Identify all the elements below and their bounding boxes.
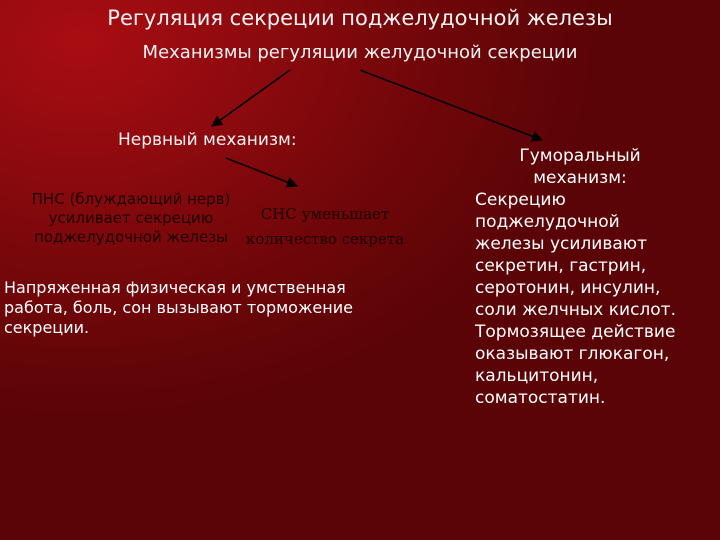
arrow-to-sns — [226, 158, 297, 186]
humoral-line: оказывают глюкагон, — [475, 344, 670, 364]
humoral-line: соли желчных кислот. — [475, 300, 676, 320]
nervous-mechanism-heading: Нервный механизм: — [118, 130, 297, 150]
humoral-line: поджелудочной — [475, 212, 620, 232]
sns-block — [245, 202, 405, 252]
humoral-mechanism-block — [475, 145, 715, 409]
humoral-line: кальцитонин, — [475, 366, 599, 386]
inhibition-paragraph — [4, 278, 404, 338]
humoral-line: Тормозящее действие — [475, 322, 676, 342]
paragraph-line: работа, боль, сон вызывают торможение — [4, 298, 353, 317]
pns-line: ПНС (блуждающий нерв) — [31, 190, 231, 208]
humoral-line: секретин, гастрин, — [475, 256, 647, 276]
humoral-line: соматостатин. — [475, 388, 606, 408]
pns-line: поджелудочной железы — [34, 228, 228, 246]
sns-line: количество секрета — [245, 230, 405, 248]
arrow-to-nervous — [212, 70, 290, 126]
paragraph-line: Напряженная физическая и умственная — [4, 278, 346, 297]
humoral-heading: Гуморальный — [519, 146, 641, 166]
arrow-to-humoral — [360, 70, 542, 140]
humoral-line: серотонин, инсулин, — [475, 278, 661, 298]
paragraph-line: секреции. — [4, 318, 90, 337]
humoral-heading: механизм: — [533, 168, 627, 188]
pns-block — [16, 190, 246, 247]
diagram-root-label: Механизмы регуляции желудочной секреции — [142, 42, 578, 63]
humoral-line: Секрецию — [475, 190, 566, 210]
humoral-line: железы усиливают — [475, 234, 647, 254]
pns-line: усиливает секрецию — [48, 209, 214, 227]
slide-title: Регуляция секреции поджелудочной железы — [107, 6, 613, 30]
sns-line: СНС уменьшает — [260, 205, 390, 223]
